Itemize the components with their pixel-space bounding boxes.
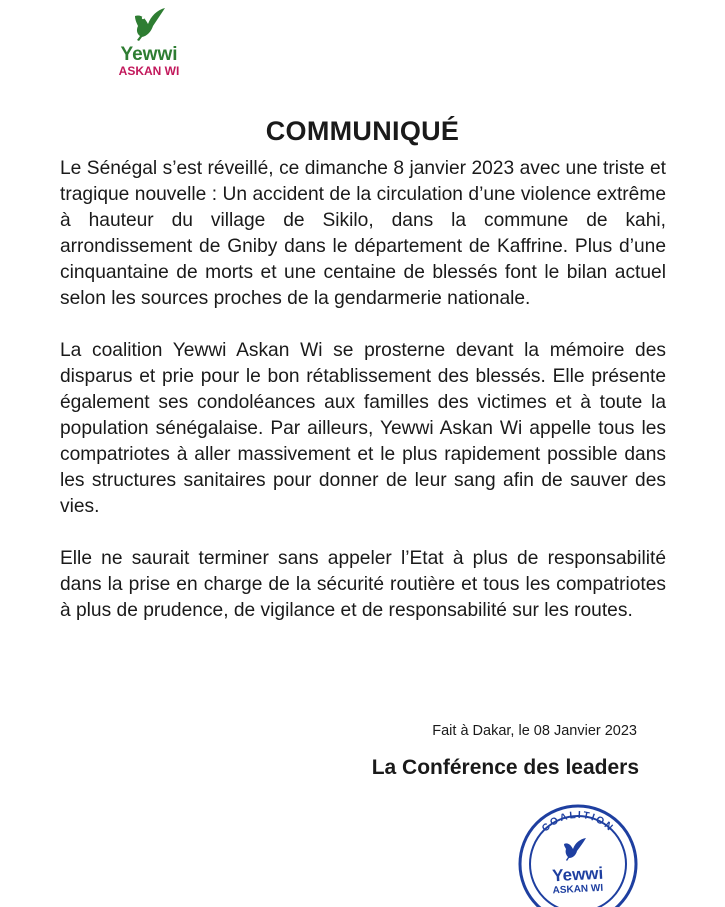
logo-line-2: ASKAN WI <box>118 64 180 78</box>
logo-line-1: Yewwi <box>120 44 178 65</box>
place-date: Fait à Dakar, le 08 Janvier 2023 <box>432 723 637 739</box>
stamp-line-2: ASKAN WI <box>552 882 604 897</box>
paragraph-2: La coalition Yewwi Askan Wi se prosterne devant la mémoire des disparus et prie pour le bon rétablissement des blessés. Elle présente également ses condoléances aux familles des victimes et à toute la population sénégalaise. Par ailleurs, Yewwi Askan Wi appelle tous les compatriotes à aller massivement et le plus rapidement possible dans les structures sanitaires pour donner de leur sang afin de sauver des vies. <box>60 340 666 517</box>
coalition-stamp <box>512 800 644 907</box>
yewwi-logo <box>104 6 194 88</box>
document-body <box>60 156 666 650</box>
stamp-line-1: Yewwi <box>551 863 604 886</box>
stamp-top-text: COALITION <box>540 809 616 835</box>
document-title: COMMUNIQUÉ <box>265 116 460 146</box>
stamp-bird-icon <box>564 838 586 861</box>
paragraph-3: Elle ne saurait terminer sans appeler l’Etat à plus de responsabilité dans la prise en charge de la sécurité routière et tous les compatriotes à plus de prudence, de vigilance et de responsabilité sur les routes. <box>60 548 666 621</box>
bird-icon <box>129 6 169 44</box>
signatory: La Conférence des leaders <box>371 756 639 779</box>
paragraph-1: Le Sénégal s’est réveillé, ce dimanche 8 janvier 2023 avec une triste et tragique nouvelle : Un accident de la circulation d’une violence extrême à hauteur du village de Sikilo, dans la commune de kahi, arrondissement de Gniby dans le département de Kaffrine. Plus d’une cinquantaine de morts et une centaine de blessés font le bilan actuel selon les sources proches de la gendarmerie nationale. <box>60 158 666 309</box>
